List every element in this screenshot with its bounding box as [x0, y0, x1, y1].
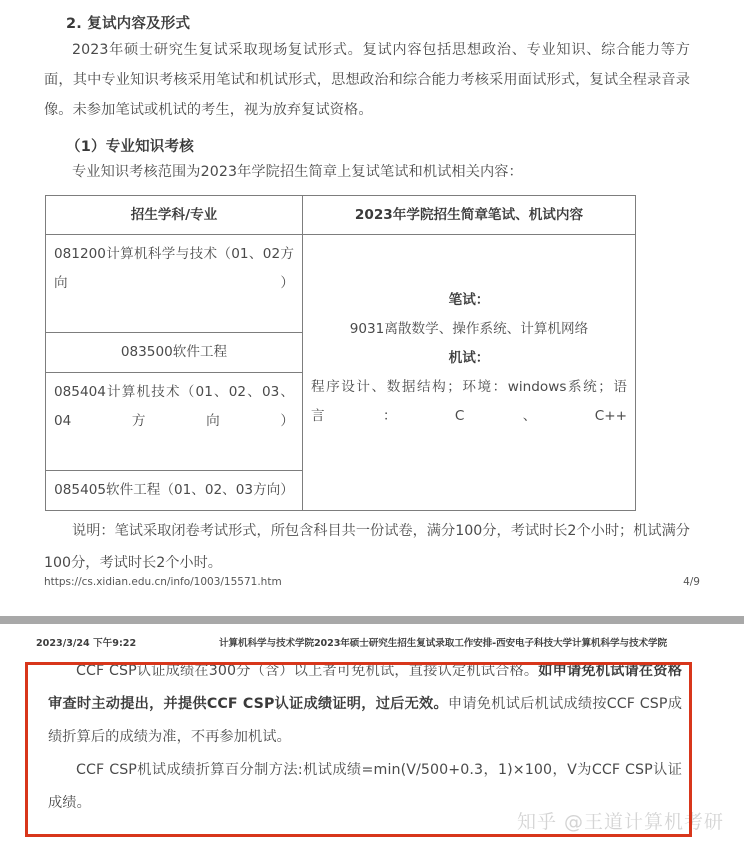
- table-header-content: 2023年学院招生简章笔试、机试内容: [303, 196, 636, 235]
- subsection-heading-professional-knowledge: （1）专业知识考核: [66, 139, 194, 155]
- machine-exam-subjects: 程序设计、数据结构；环境：windows系统；语言：C、C++: [311, 378, 627, 424]
- table-cell-exam-content: [303, 235, 636, 511]
- csp-exemption-text-lead: CCF CSP认证成绩在300分（含）以上者可免机试，直接认定机试合格。: [76, 663, 539, 679]
- page-2-header: [0, 624, 744, 649]
- page-separator: [0, 616, 744, 624]
- exam-subjects-table: [45, 195, 636, 511]
- header-document-title: 计算机科学与技术学院2023年硕士研究生招生复试录取工作安排-西安电子科技大学计算机科学与技术学院: [219, 638, 667, 649]
- zhihu-watermark: 知乎 @王道计算机考研: [516, 811, 724, 833]
- footer-page-number: 4/9: [683, 576, 700, 588]
- table-header-major: 招生学科/专业: [46, 196, 303, 235]
- csp-exemption-text-emphasis: 如申请免机试请在资格审查时主动提出，并提供CCF CSP认证成绩证明，过后无效。: [48, 663, 682, 712]
- footer-source-url: https://cs.xidian.edu.cn/info/1003/15571.htm: [44, 576, 282, 588]
- section-heading-exam-content: 2. 复试内容及形式: [66, 16, 191, 32]
- table-row: [46, 235, 636, 333]
- table-cell-major-081200: 081200计算机科学与技术（01、02方向）: [46, 235, 303, 333]
- csp-exemption-text-tail: 申请免机试后机试成绩按CCF CSP成绩折算后的成绩为准，不再参加机试。: [48, 696, 683, 745]
- table-cell-major-085405: 085405软件工程（01、02、03方向）: [46, 471, 303, 511]
- page-1-footer: [44, 576, 700, 588]
- table-cell-major-083500: 083500软件工程: [46, 333, 303, 373]
- paragraph-csp-exemption: [48, 655, 682, 754]
- table-header-row: [46, 196, 636, 235]
- paragraph-exam-note: 说明：笔试采取闭卷考试形式，所包含科目共一份试卷，满分100分，考试时长2个小时；机试满分100分，考试时长2个小时。: [44, 523, 690, 571]
- table-cell-major-085404: 085404计算机技术（01、02、03、04方向）: [46, 373, 303, 471]
- machine-exam-label: 机试：: [448, 349, 490, 366]
- page-2-content: [0, 649, 744, 820]
- written-exam-subjects: 9031离散数学、操作系统、计算机网络: [349, 320, 589, 337]
- document-page-2: [0, 624, 744, 848]
- written-exam-label: 笔试：: [448, 291, 490, 308]
- paragraph-retest-overview: 2023年硕士研究生复试采取现场复试形式。复试内容包括思想政治、专业知识、综合能力等方面，其中专业知识考核采用笔试和机试形式，思想政治和综合能力考核采用面试形式，复试全程录音录像。未参加笔试或机试的考生，视为放弃复试资格。: [44, 42, 690, 118]
- paragraph-scope-intro: 专业知识考核范围为2023年学院招生简章上复试笔试和机试相关内容：: [72, 164, 523, 180]
- header-print-date: 2023/3/24 下午9:22: [36, 638, 137, 649]
- paragraph-csp-formula: CCF CSP机试成绩折算百分制方法:机试成绩=min(V/500+0.3，1)×100，V为CCF CSP认证成绩。: [48, 762, 682, 811]
